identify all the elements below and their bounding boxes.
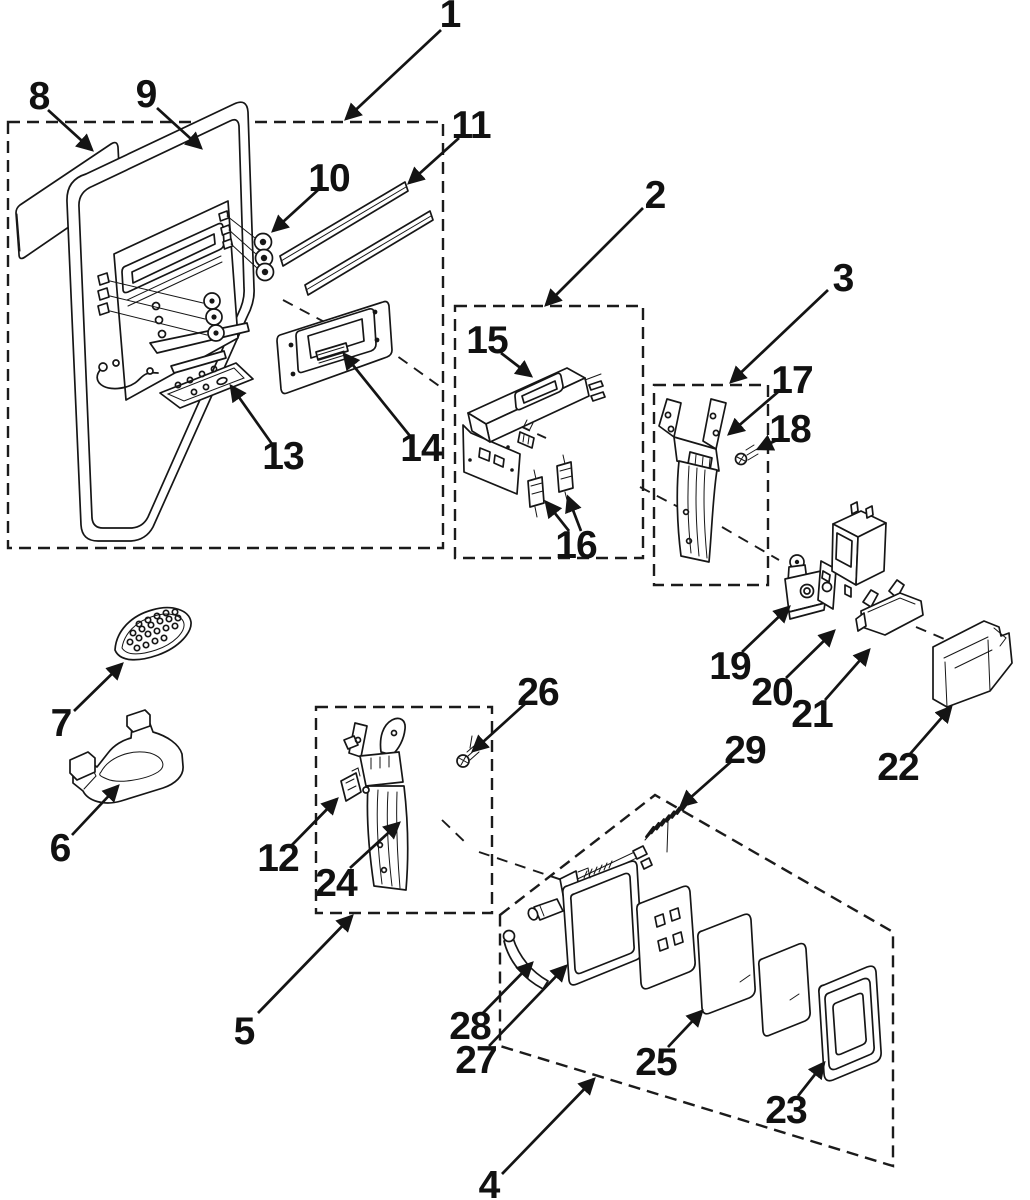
- part-7-grille: [115, 608, 191, 660]
- leader-14: [344, 354, 410, 436]
- part-label-20: 20: [751, 671, 793, 714]
- part-25-button-pads: [637, 886, 810, 1036]
- part-6-funnel-bracket: [70, 710, 183, 803]
- part-12-clip: [341, 768, 361, 801]
- part-label-7: 7: [50, 702, 72, 745]
- part-label-15: 15: [466, 319, 508, 362]
- axis-segment: [442, 820, 466, 843]
- part-label-26: 26: [517, 671, 559, 714]
- part-label-16: 16: [555, 524, 597, 567]
- part-21-guide: [856, 580, 923, 635]
- part-label-11: 11: [451, 104, 491, 147]
- part-label-10: 10: [308, 157, 350, 200]
- leader-5: [258, 916, 352, 1013]
- part-label-25: 25: [635, 1041, 677, 1084]
- part-label-3: 3: [832, 257, 854, 300]
- part-label-24: 24: [315, 862, 357, 905]
- leader-2: [546, 208, 643, 305]
- part-label-29: 29: [724, 729, 766, 772]
- part-label-9: 9: [135, 73, 157, 116]
- leader-20: [786, 631, 834, 678]
- part-label-18: 18: [769, 408, 811, 451]
- part-26-screw: [457, 736, 479, 767]
- part-label-17: 17: [771, 359, 813, 402]
- part-15-control-board: [463, 368, 605, 494]
- part-23-gasket: [819, 966, 881, 1081]
- part-label-4: 4: [478, 1164, 500, 1200]
- part-label-12: 12: [257, 837, 299, 880]
- part-label-2: 2: [644, 174, 666, 217]
- part-label-21: 21: [791, 693, 833, 736]
- nozzle: [534, 899, 563, 920]
- part-10-grommets: [255, 234, 274, 281]
- leader-1: [346, 30, 441, 119]
- part-28-lever: [504, 931, 549, 990]
- axis-segment: [722, 527, 779, 560]
- leader-8: [48, 110, 92, 150]
- part-22-cover: [933, 621, 1012, 707]
- part-label-14: 14: [400, 427, 442, 470]
- part-label-23: 23: [765, 1089, 807, 1132]
- part-label-22: 22: [877, 746, 919, 789]
- part-label-5: 5: [233, 1010, 255, 1053]
- part-label-13: 13: [262, 435, 304, 478]
- part-label-6: 6: [49, 827, 71, 870]
- part-label-19: 19: [709, 645, 751, 688]
- part-18-screw: [736, 445, 759, 465]
- part-29-spring: [645, 799, 694, 852]
- leader-7: [74, 664, 122, 711]
- part-27-frame: [527, 846, 652, 985]
- part-11-trim-strips: [280, 182, 433, 295]
- part-label-27: 27: [455, 1039, 497, 1082]
- part-17-fork-lever: [659, 399, 726, 562]
- leader-4: [502, 1079, 594, 1174]
- part-14-recess-panel: [277, 302, 392, 394]
- part-label-1: 1: [439, 0, 461, 36]
- part-label-8: 8: [28, 75, 50, 118]
- part-label-28: 28: [449, 1005, 491, 1048]
